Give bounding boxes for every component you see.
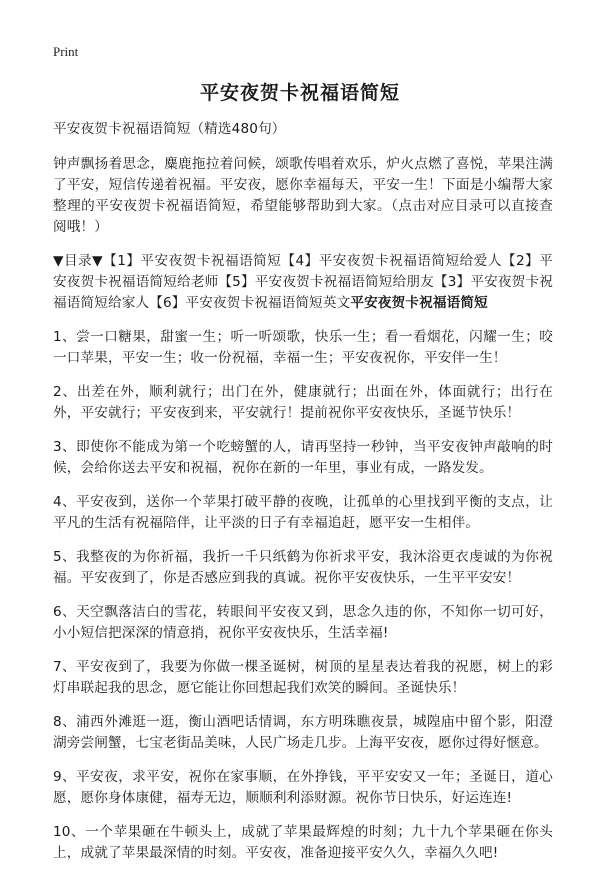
section-heading: 平安夜贺卡祝福语简短 <box>350 295 488 311</box>
list-item: 9、平安夜，求平安，祝你在家事顺，在外挣钱，平平安安又一年；圣诞日，道心愿，愿你身体康健，福寿无边，顺顺利利添财源。祝你节日快乐，好运连连! <box>53 769 553 806</box>
list-item: 8、浦西外滩逛一逛，衡山酒吧话情调，东方明珠瞧夜景，城隍庙中留个影，阳澄湖旁尝闸蟹，七宝老街品美味，人民广场走几步。上海平安夜，愿你过得好惬意。 <box>53 714 553 751</box>
list-item: 3、即使你不能成为第一个吃螃蟹的人，请再坚持一秒钟，当平安夜钟声敲响的时候，会给你送去平安和祝福，祝你在新的一年里，事业有成，一路发发。 <box>53 439 553 476</box>
list-item: 6、天空飘落洁白的雪花，转眼间平安夜又到，思念久违的你，不知你一切可好，小小短信把深深的情意捎，祝你平安夜快乐，生活幸福! <box>53 604 553 641</box>
page-title: 平安夜贺卡祝福语简短 <box>199 82 400 104</box>
list-item: 5、我整夜的为你祈福，我折一千只纸鹤为你祈求平安，我沐浴更衣虔诚的为你祝福。平安夜到了，你是否感应到我的真诚。祝你平安夜快乐，一生平平安安！ <box>53 549 553 586</box>
article-subtitle: 平安夜贺卡祝福语简短（精选480句） <box>53 121 286 137</box>
intro-paragraph: 钟声飘扬着思念，麋鹿拖拉着问候，颂歌传唱着欢乐，炉火点燃了喜悦，苹果注满了平安，短信传递着祝福。平安夜，愿你幸福每天，平安一生！下面是小编帮大家整理的平安夜贺卡祝福语简短，希望能够帮助到大家。（点击对应目录可以直接查阅哦！） <box>53 156 553 235</box>
table-of-contents[interactable] <box>53 251 553 314</box>
list-item: 7、平安夜到了，我要为你做一棵圣诞树，树顶的星星表达着我的祝愿，树上的彩灯串联起我的思念，愿它能让你回想起我们欢笑的瞬间。圣诞快乐！ <box>53 659 553 696</box>
list-item: 10、一个苹果砸在牛顿头上，成就了苹果最辉煌的时刻；九十九个苹果砸在你头上，成就了苹果最深情的时刻。平安夜，准备迎接平安久久，幸福久久吧! <box>53 824 553 861</box>
list-item: 2、出差在外，顺利就行；出门在外，健康就行；出面在外，体面就行；出行在外，平安就行；平安夜到来，平安就行！提前祝你平安夜快乐，圣诞节快乐！ <box>53 384 553 421</box>
list-item: 1、尝一口糖果，甜蜜一生；听一听颂歌，快乐一生；看一看烟花，闪耀一生；咬一口苹果，平安一生；收一份祝福，幸福一生；平安夜祝你，平安伴一生！ <box>53 329 553 366</box>
toc-links[interactable]: ▼目录▼【1】平安夜贺卡祝福语简短【4】平安夜贺卡祝福语简短给爱人【2】平安夜贺卡祝福语简短给老师【5】平安夜贺卡祝福语简短给朋友【3】平安夜贺卡祝福语简短给家人【6】平安夜贺卡祝福语简短英文 <box>53 253 553 311</box>
print-link[interactable]: Print <box>53 44 79 59</box>
list-item: 4、平安夜到，送你一个苹果打破平静的夜晚，让孤单的心里找到平衡的支点，让平凡的生活有祝福陪伴，让平淡的日子有幸福追赶，愿平安一生相伴。 <box>53 494 553 531</box>
article-body <box>53 119 553 877</box>
